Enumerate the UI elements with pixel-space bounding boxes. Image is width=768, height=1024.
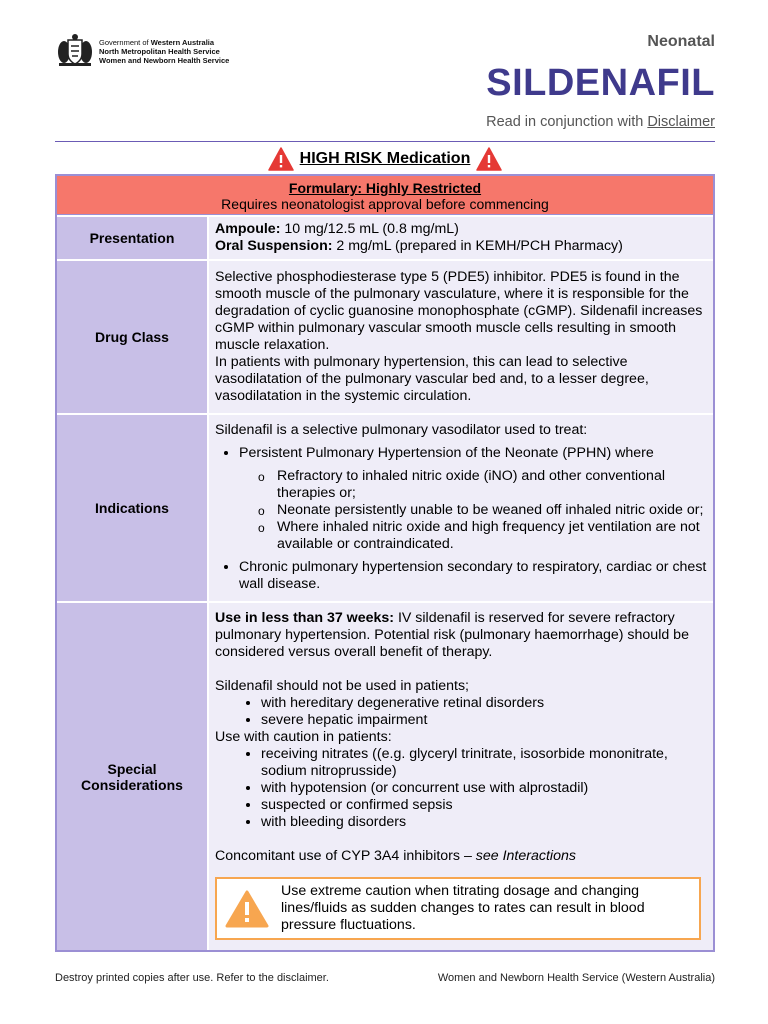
list-item: • Chronic pulmonary hypertension secondary to respiratory, cardiac or chest wall disease. — [239, 559, 707, 593]
list-item: • receiving nitrates ((e.g. glyceryl trinitrate, isosorbide mononitrate, sodium nitroprusside) — [261, 746, 707, 780]
pphn-sub-list — [239, 468, 707, 553]
ampoule-value: 10 mg/12.5 mL (0.8 mg/mL) — [280, 221, 459, 237]
warning-triangle-icon — [268, 147, 294, 171]
monograph-table — [55, 174, 715, 952]
cyp-note — [215, 848, 707, 865]
govt-logo — [55, 32, 229, 68]
drug-class-content — [209, 261, 713, 413]
presentation-label: Presentation — [57, 217, 209, 259]
govt-prefix: Government of — [99, 38, 149, 47]
preterm-label: Use in less than 37 weeks: — [215, 610, 395, 626]
footer-left: Destroy printed copies after use. Refer to the disclaimer. — [55, 972, 329, 984]
restriction-text: Requires neonatologist approval before commencing — [221, 196, 549, 212]
caution-intro: Use with caution in patients: — [215, 729, 392, 745]
govt-text — [99, 38, 229, 65]
list-item: o Refractory to inhaled nitric oxide (iNO) and other conventional therapies or; — [253, 468, 707, 502]
coat-of-arms-icon — [55, 32, 95, 68]
list-item: • with bleeding disorders — [261, 814, 707, 831]
govt-line-2: North Metropolitan Health Service — [99, 47, 220, 56]
high-risk-text: HIGH RISK Medication — [299, 150, 471, 167]
footer-right: Women and Newborn Health Service (Western Australia) — [437, 972, 715, 984]
category-label: Neonatal — [647, 33, 715, 50]
indications-label: Indications — [57, 415, 209, 601]
header-rule — [55, 141, 715, 142]
ampoule-label: Ampoule: — [215, 221, 281, 237]
interactions-reference: see Interactions — [475, 848, 576, 864]
callout-text: Use extreme caution when titrating dosage and changing lines/fluids as sudden changes to rates can result in blood pressure fluctuations. — [281, 883, 645, 933]
caution-callout — [215, 877, 701, 940]
document-header — [55, 28, 715, 138]
presentation-content — [209, 217, 713, 259]
conjunction-note — [486, 114, 715, 130]
list-item: • suspected or confirmed sepsis — [261, 797, 707, 814]
restriction-banner — [57, 176, 713, 215]
drug-class-row — [57, 259, 713, 413]
list-item: o Neonate persistently unable to be weaned off inhaled nitric oxide or; — [253, 502, 707, 519]
presentation-row — [57, 215, 713, 259]
drug-class-label: Drug Class — [57, 261, 209, 413]
oral-suspension-label: Oral Suspension: — [215, 238, 333, 254]
list-item: • severe hepatic impairment — [261, 712, 707, 729]
indications-intro: Sildenafil is a selective pulmonary vasodilator used to treat: — [215, 422, 588, 438]
contraindications-list — [215, 695, 707, 729]
list-item: • with hypotension (or concurrent use with alprostadil) — [261, 780, 707, 797]
indications-content — [209, 415, 713, 601]
list-item: • with hereditary degenerative retinal disorders — [261, 695, 707, 712]
oral-suspension-value: 2 mg/mL (prepared in KEMH/PCH Pharmacy) — [332, 238, 623, 254]
disclaimer-link[interactable]: Disclaimer — [647, 114, 715, 130]
warning-triangle-icon — [225, 890, 269, 928]
special-considerations-label: Special Considerations — [57, 603, 209, 950]
special-considerations-content — [209, 603, 713, 950]
indication-pphn: Persistent Pulmonary Hypertension of the Neonate (PPHN) where — [239, 445, 654, 461]
cyp-prefix: Concomitant use of CYP 3A4 inhibitors – — [215, 848, 476, 864]
indications-row — [57, 413, 713, 601]
govt-line-3: Women and Newborn Health Service — [99, 56, 230, 65]
govt-state: Western Australia — [150, 38, 215, 47]
warning-triangle-icon — [476, 147, 502, 171]
list-item — [239, 445, 707, 553]
conjunction-prefix: Read in conjunction with — [486, 114, 644, 130]
caution-list — [215, 746, 707, 831]
contraindications-intro: Sildenafil should not be used in patients; — [215, 678, 469, 694]
drug-class-paragraph-2: In patients with pulmonary hypertension, this can lead to selective vasodilatation of the pulmonary vascular bed and, to a lesser degree, vasodilatation in the systemic circulation. — [215, 354, 649, 404]
special-considerations-row — [57, 601, 713, 950]
indications-list — [215, 445, 707, 593]
drug-class-paragraph-1: Selective phosphodiesterase type 5 (PDE5) inhibitor. PDE5 is found in the smooth muscle of the pulmonary vasculature, where it is responsible for the degradation of cyclic guanosine monophosphate (cGMP). Sildenafil increases cGMP within pulmonary vascular smooth muscle cells resulting in smooth muscle relaxation. — [215, 269, 703, 353]
drug-title: SILDENAFIL — [486, 62, 715, 104]
preterm-text: IV sildenafil is reserved for severe refractory pulmonary hypertension. Potential risk (pulmonary haemorrhage) should be considered versus overall benefit of therapy. — [215, 610, 689, 660]
high-risk-banner — [55, 145, 715, 173]
restriction-title: Formulary: Highly Restricted — [288, 180, 482, 196]
list-item: o Where inhaled nitric oxide and high frequency jet ventilation are not available or contraindicated. — [253, 519, 707, 553]
